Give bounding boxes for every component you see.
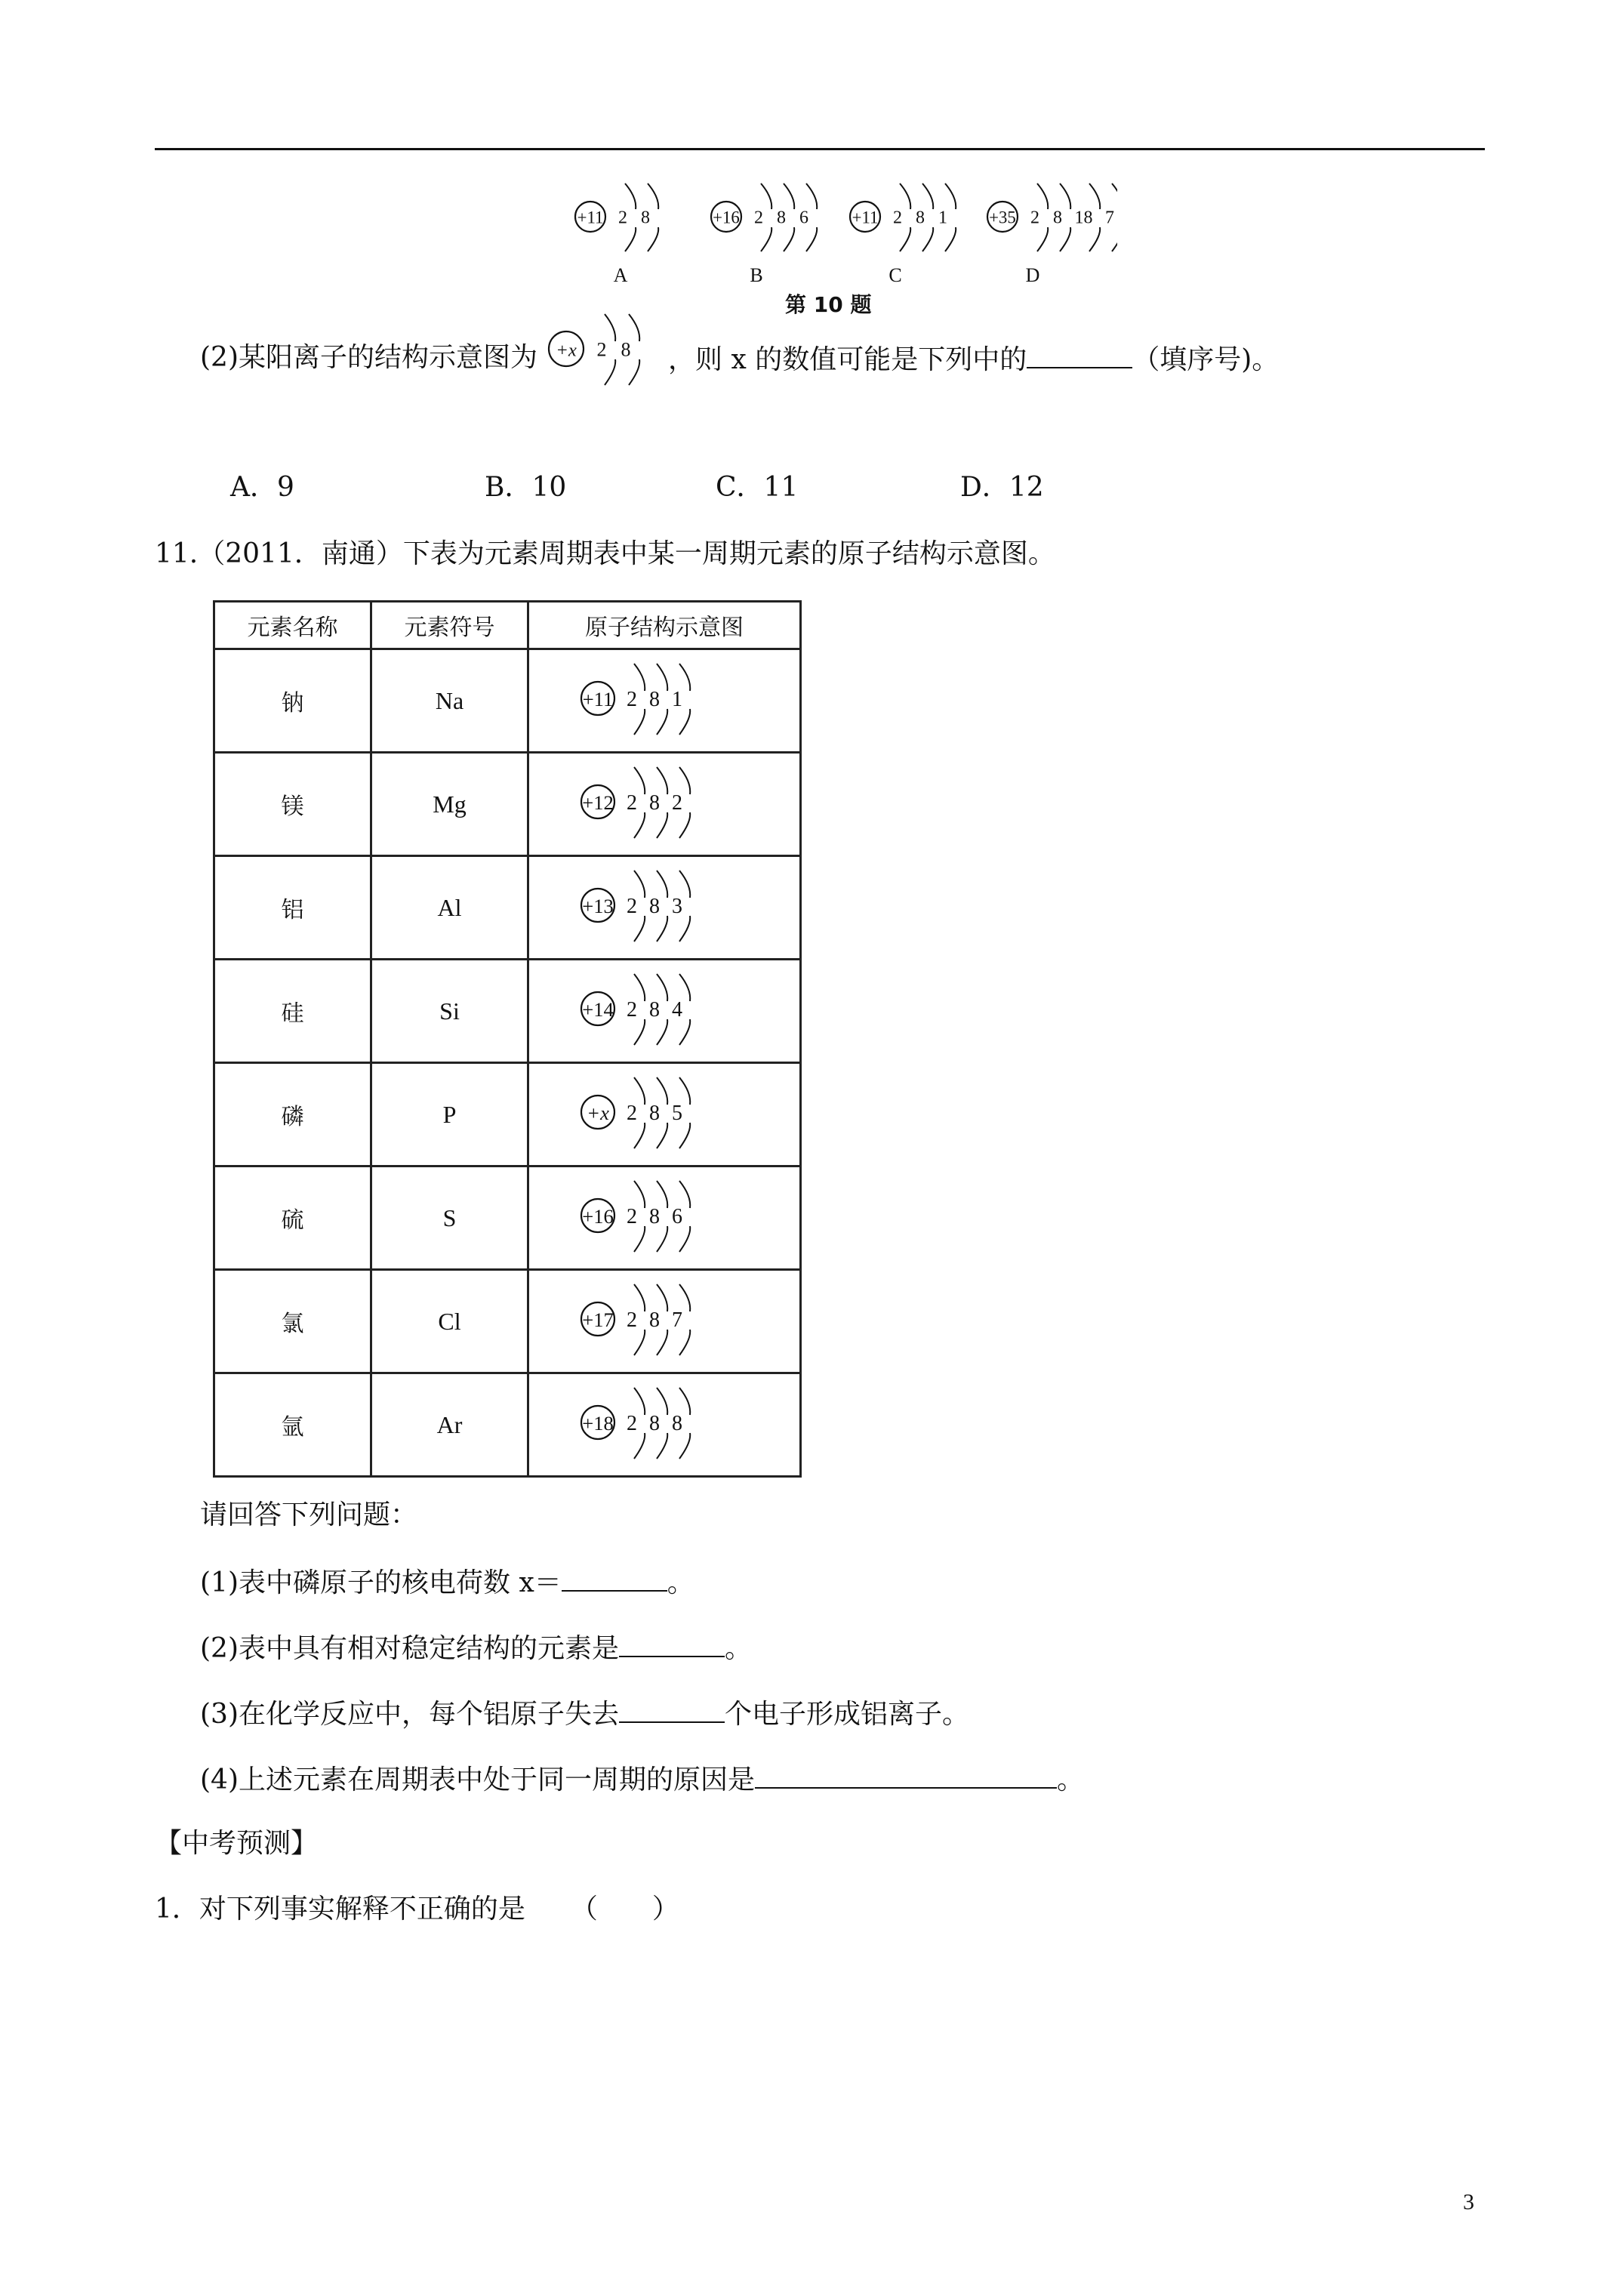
shell-electron-count: 1 <box>938 208 947 228</box>
element-name-cell: 钠 <box>214 649 371 753</box>
atom-diagram <box>575 183 658 251</box>
shell-arc <box>679 664 690 691</box>
shell-arc <box>634 1181 645 1208</box>
answer-blank-q11-3[interactable] <box>619 1696 725 1723</box>
q11-sub3-text: (3)在化学反应中，每个铝原子失去 <box>200 1699 619 1730</box>
answer-blank-q11-2[interactable] <box>619 1630 725 1657</box>
shell-electron-count: 2 <box>627 1412 637 1436</box>
shell-electron-count: 1 <box>672 688 682 712</box>
q11-sub1-end: 。 <box>667 1567 694 1598</box>
shell-electron-count: 2 <box>627 688 637 712</box>
atom-diagram <box>987 183 1117 251</box>
element-symbol-cell: Na <box>371 649 528 753</box>
shell-electron-count: 8 <box>649 998 660 1022</box>
shell-arc <box>657 1433 667 1459</box>
atomic-structure-diagram <box>566 755 762 853</box>
shell-arc <box>634 1388 645 1415</box>
shell-electron-count: 2 <box>627 1102 637 1126</box>
atomic-structure-cell <box>528 960 801 1063</box>
shell-arc <box>945 183 956 209</box>
nucleus-charge: +13 <box>582 895 614 918</box>
header-rule <box>155 148 1485 150</box>
shell-arc <box>1112 227 1117 251</box>
option-c: C．11 <box>716 472 799 503</box>
shell-arc <box>648 183 658 209</box>
shell-arc <box>648 227 658 251</box>
shell-arc <box>679 974 690 1001</box>
table-body <box>214 649 801 1477</box>
q11-sub4 <box>200 1761 1084 1797</box>
atom-diagram <box>549 314 639 385</box>
shell-arc <box>1060 227 1070 251</box>
shell-arc <box>679 709 690 735</box>
shell-electron-count: 7 <box>672 1308 682 1333</box>
shell-electron-count: 3 <box>672 895 682 919</box>
atom-diagram <box>581 664 690 735</box>
q11-sub2-text: (2)表中具有相对稳定结构的元素是 <box>200 1633 619 1664</box>
atom-diagram <box>581 1181 690 1252</box>
table-row <box>214 753 801 856</box>
shell-arc <box>761 227 771 251</box>
answer-blank-q11-4[interactable] <box>755 1761 1057 1789</box>
shell-arc <box>657 1226 667 1252</box>
shell-electron-count: 8 <box>641 208 650 228</box>
shell-arc <box>761 183 771 209</box>
element-symbol-cell: Cl <box>371 1270 528 1373</box>
q11-sub2-end: 。 <box>725 1633 753 1664</box>
element-symbol-cell: S <box>371 1166 528 1270</box>
shell-electron-count: 2 <box>627 998 637 1022</box>
shell-electron-count: 8 <box>672 1412 682 1436</box>
nucleus-charge: +11 <box>852 208 879 227</box>
header-element-name: 元素名称 <box>214 602 371 649</box>
q11-prompt: 请回答下列问题： <box>200 1499 418 1530</box>
shell-arc <box>806 227 817 251</box>
shell-electron-count: 8 <box>649 1205 660 1229</box>
nucleus-charge: +35 <box>989 208 1016 227</box>
shell-arc <box>657 709 667 735</box>
forecast-q1-paren: （ ） <box>570 1894 679 1925</box>
shell-arc <box>657 1181 667 1208</box>
shell-arc <box>634 916 645 942</box>
shell-electron-count: 2 <box>596 338 607 361</box>
shell-electron-count: 8 <box>777 208 786 228</box>
shell-arc <box>784 227 794 251</box>
shell-arc <box>657 1077 667 1105</box>
figure-10-label: A <box>613 264 628 286</box>
shell-electron-count: 8 <box>649 791 660 815</box>
shell-arc <box>634 812 645 838</box>
element-symbol-cell: Mg <box>371 753 528 856</box>
shell-arc <box>679 1226 690 1252</box>
shell-arc <box>806 183 817 209</box>
nucleus-charge: +11 <box>582 688 614 711</box>
q10-part2-tail: （填序号)。 <box>1132 344 1280 375</box>
element-name-cell: 硅 <box>214 960 371 1063</box>
shell-electron-count: 2 <box>627 1308 637 1333</box>
shell-arc <box>634 871 645 898</box>
shell-electron-count: 8 <box>621 338 631 361</box>
shell-electron-count: 2 <box>627 895 637 919</box>
atomic-structure-cell <box>528 1270 801 1373</box>
shell-arc <box>679 1433 690 1459</box>
shell-electron-count: 6 <box>672 1205 682 1229</box>
shell-arc <box>1112 183 1117 209</box>
atomic-structure-cell <box>528 753 801 856</box>
shell-arc <box>900 183 910 209</box>
table-row <box>214 1373 801 1477</box>
shell-arc <box>657 1123 667 1148</box>
shell-arc <box>1037 227 1048 251</box>
element-symbol-cell: P <box>371 1063 528 1166</box>
shell-arc <box>605 359 615 385</box>
atomic-structure-diagram <box>566 1376 762 1474</box>
table-row <box>214 1063 801 1166</box>
q10-part2-suffix-text: ，则 x 的数值可能是下列中的 <box>668 344 1027 375</box>
shell-arc <box>657 812 667 838</box>
element-name-cell: 磷 <box>214 1063 371 1166</box>
shell-arc <box>784 183 794 209</box>
shell-arc <box>679 767 690 794</box>
shell-arc <box>657 974 667 1001</box>
shell-arc <box>657 1388 667 1415</box>
q11-sub3 <box>200 1696 969 1731</box>
atomic-structure-diagram <box>566 1169 762 1267</box>
element-name-cell: 铝 <box>214 856 371 960</box>
element-symbol-cell: Ar <box>371 1373 528 1477</box>
shell-arc <box>629 314 639 341</box>
nucleus-charge: +12 <box>582 791 614 815</box>
cation-structure-diagram <box>544 302 672 400</box>
atomic-structure-diagram <box>566 652 762 750</box>
periodic-elements-table <box>213 600 802 1478</box>
element-name-cell: 镁 <box>214 753 371 856</box>
shell-electron-count: 2 <box>627 791 637 815</box>
atom-diagram <box>581 871 690 942</box>
element-name-cell: 氯 <box>214 1270 371 1373</box>
shell-arc <box>679 1077 690 1105</box>
atomic-structure-cell <box>528 1166 801 1270</box>
q11-sub2 <box>200 1630 752 1666</box>
shell-arc <box>679 1330 690 1355</box>
atom-diagram <box>850 183 956 251</box>
shell-arc <box>605 314 615 341</box>
atom-diagram <box>711 183 817 251</box>
shell-arc <box>634 767 645 794</box>
shell-arc <box>1089 183 1100 209</box>
shell-arc <box>679 1123 690 1148</box>
shell-arc <box>679 1019 690 1045</box>
figure-10-caption: 第 10 题 <box>785 292 872 317</box>
answer-blank-q10-2[interactable] <box>1027 341 1132 368</box>
header-element-symbol: 元素符号 <box>371 602 528 649</box>
shell-arc <box>1089 227 1100 251</box>
nucleus-charge: +17 <box>582 1308 614 1332</box>
figure-10-label: B <box>750 264 763 286</box>
shell-electron-count: 2 <box>672 791 682 815</box>
atomic-structure-cell <box>528 1063 801 1166</box>
shell-electron-count: 2 <box>627 1205 637 1229</box>
shell-electron-count: 18 <box>1074 208 1093 228</box>
q11-sub1 <box>200 1564 694 1600</box>
table-row <box>214 1166 801 1270</box>
shell-electron-count: 2 <box>893 208 902 228</box>
shell-arc <box>634 974 645 1001</box>
q11-sub3-end: 个电子形成铝离子。 <box>725 1699 970 1730</box>
atomic-structure-diagram <box>566 1065 762 1163</box>
table-header-row <box>214 602 801 649</box>
shell-arc <box>657 1019 667 1045</box>
q10-part2-suffix <box>668 341 1279 377</box>
shell-arc <box>634 1284 645 1311</box>
page-number: 3 <box>1463 2190 1474 2214</box>
shell-electron-count: 8 <box>649 895 660 919</box>
element-symbol-cell: Al <box>371 856 528 960</box>
q11-sub4-text: (4)上述元素在周期表中处于同一周期的原因是 <box>200 1764 755 1795</box>
shell-arc <box>900 227 910 251</box>
nucleus-charge: +x <box>587 1102 609 1125</box>
shell-arc <box>679 916 690 942</box>
element-name-cell: 氩 <box>214 1373 371 1477</box>
element-symbol-cell: Si <box>371 960 528 1063</box>
shell-electron-count: 8 <box>649 1412 660 1436</box>
shell-arc <box>679 1388 690 1415</box>
shell-arc <box>634 1019 645 1045</box>
table-row <box>214 649 801 753</box>
nucleus-charge: +x <box>556 340 577 361</box>
shell-arc <box>634 1226 645 1252</box>
q11-sub4-end: 。 <box>1057 1764 1085 1795</box>
shell-arc <box>625 227 636 251</box>
shell-electron-count: 8 <box>649 688 660 712</box>
option-a: A．9 <box>230 472 294 503</box>
forecast-heading: 【中考预测】 <box>155 1828 319 1859</box>
shell-arc <box>657 1284 667 1311</box>
shell-arc <box>945 227 956 251</box>
shell-arc <box>679 812 690 838</box>
q11-sub1-text: (1)表中磷原子的核电荷数 x＝ <box>200 1567 562 1598</box>
atom-diagram <box>581 767 690 838</box>
answer-blank-q11-1[interactable] <box>562 1564 667 1592</box>
atom-diagram <box>581 974 690 1045</box>
shell-arc <box>922 227 933 251</box>
atomic-structure-diagram <box>566 858 762 957</box>
nucleus-charge: +18 <box>582 1412 614 1435</box>
shell-arc <box>657 1330 667 1355</box>
shell-arc <box>634 1123 645 1148</box>
nucleus-charge: +11 <box>577 208 604 227</box>
atomic-structure-cell <box>528 856 801 960</box>
atom-diagram <box>581 1388 690 1459</box>
shell-arc <box>679 1284 690 1311</box>
figure-10-label: D <box>1025 264 1040 286</box>
shell-arc <box>634 1077 645 1105</box>
shell-electron-count: 2 <box>754 208 763 228</box>
shell-arc <box>629 359 639 385</box>
shell-electron-count: 2 <box>618 208 627 228</box>
atom-diagram <box>581 1284 690 1355</box>
table-row <box>214 1270 801 1373</box>
atomic-structure-diagram <box>566 1272 762 1370</box>
q11-stem: 11.（2011．南通）下表为元素周期表中某一周期元素的原子结构示意图。 <box>155 538 1055 569</box>
header-atomic-structure: 原子结构示意图 <box>528 602 801 649</box>
q10-part2-prefix: (2)某阳离子的结构示意图为 <box>200 342 537 373</box>
shell-electron-count: 6 <box>799 208 808 228</box>
shell-electron-count: 8 <box>916 208 925 228</box>
figure-10-label: C <box>888 264 902 286</box>
atomic-structure-cell <box>528 649 801 753</box>
shell-electron-count: 4 <box>672 998 682 1022</box>
shell-arc <box>657 916 667 942</box>
option-d: D．12 <box>960 472 1044 503</box>
shell-electron-count: 7 <box>1105 208 1114 228</box>
shell-arc <box>625 183 636 209</box>
nucleus-charge: +14 <box>582 998 614 1022</box>
forecast-q1 <box>155 1893 679 1926</box>
shell-arc <box>1037 183 1048 209</box>
atomic-structure-cell <box>528 1373 801 1477</box>
table-row <box>214 960 801 1063</box>
shell-arc <box>657 767 667 794</box>
shell-arc <box>1060 183 1070 209</box>
shell-arc <box>679 1181 690 1208</box>
shell-arc <box>634 1330 645 1355</box>
shell-arc <box>634 664 645 691</box>
cation-diagram <box>544 302 672 400</box>
nucleus-charge: +16 <box>582 1205 614 1228</box>
element-name-cell: 硫 <box>214 1166 371 1270</box>
shell-arc <box>634 709 645 735</box>
table-row <box>214 856 801 960</box>
shell-arc <box>922 183 933 209</box>
shell-electron-count: 8 <box>1053 208 1062 228</box>
shell-electron-count: 8 <box>649 1102 660 1126</box>
shell-electron-count: 5 <box>672 1102 682 1126</box>
nucleus-charge: +16 <box>713 208 740 227</box>
atom-diagram <box>581 1077 690 1148</box>
shell-arc <box>679 871 690 898</box>
shell-arc <box>657 664 667 691</box>
option-b: B．10 <box>485 472 567 503</box>
shell-electron-count: 8 <box>649 1308 660 1333</box>
atomic-structure-diagram <box>566 962 762 1060</box>
shell-arc <box>634 1433 645 1459</box>
shell-electron-count: 2 <box>1030 208 1039 228</box>
forecast-q1-text: 1．对下列事实解释不正确的是 <box>155 1894 525 1925</box>
shell-arc <box>657 871 667 898</box>
